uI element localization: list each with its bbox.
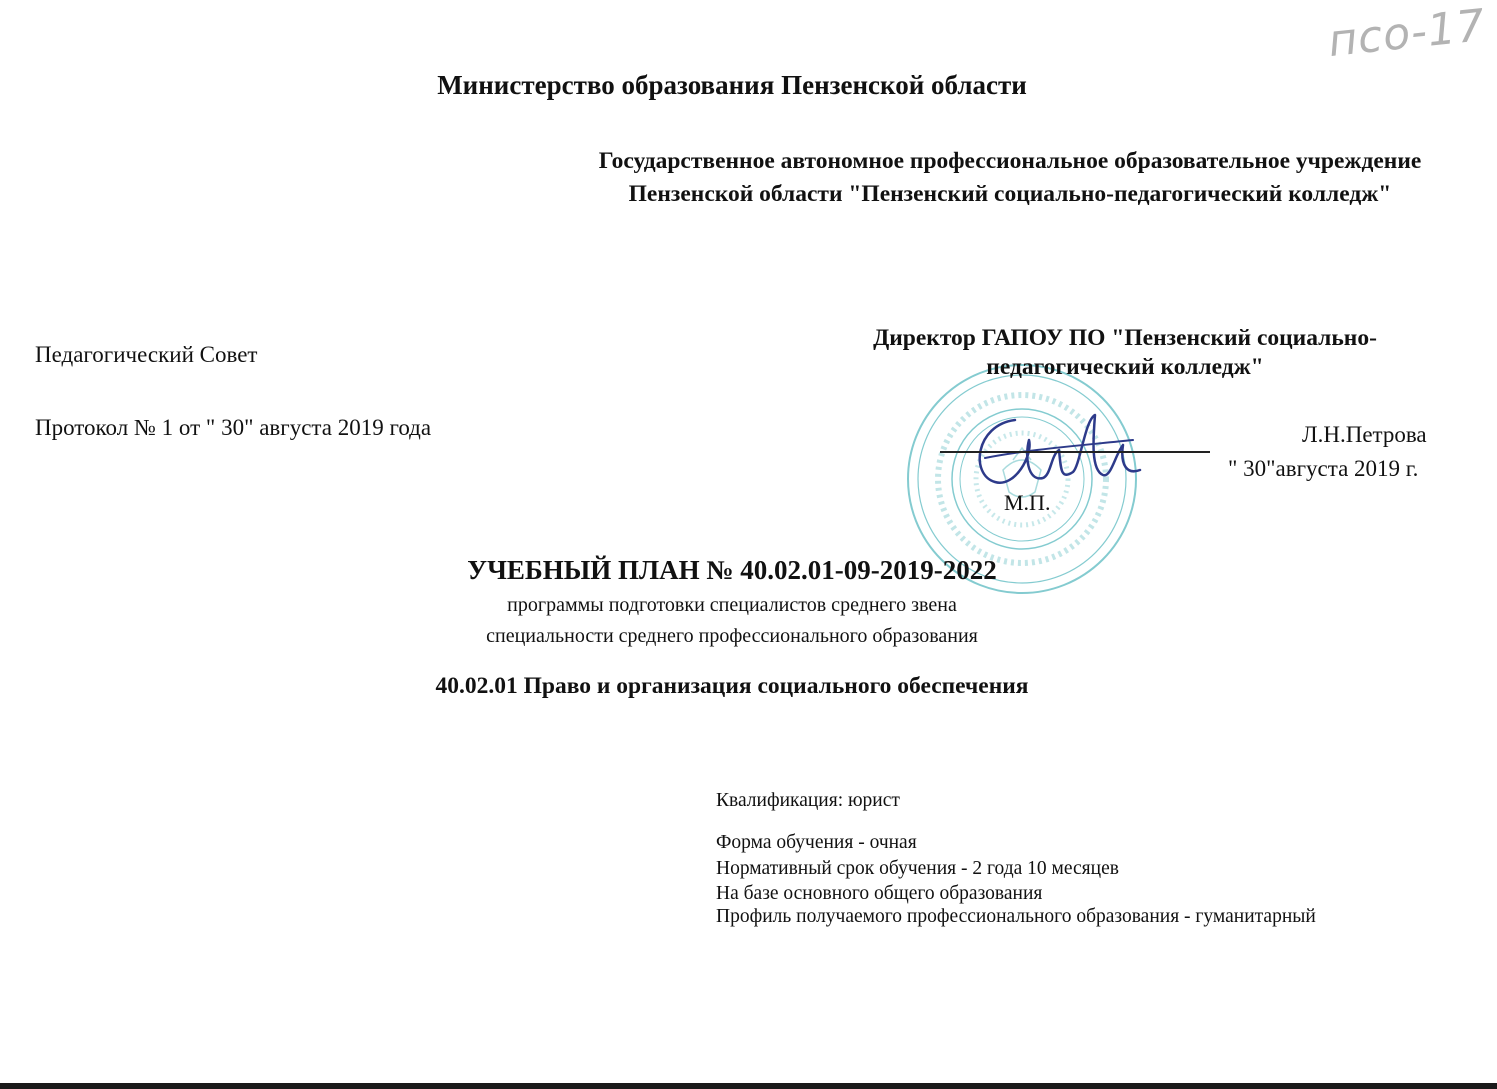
plan-subtitle-specialty: специальности среднего профессионального образования <box>486 625 978 647</box>
council-label: Педагогический Совет <box>35 342 258 367</box>
study-form: Форма обучения - очная <box>716 832 917 853</box>
signature-line <box>940 451 1210 453</box>
plan-subtitle: программы подготовки специалистов среднего звена <box>507 594 957 616</box>
ministry-title: Министерство образования Пензенской области <box>437 70 1027 100</box>
approval-date: " 30"августа 2019 г. <box>1228 456 1419 481</box>
protocol-line: Протокол № 1 от " 30" августа 2019 года <box>35 415 432 440</box>
plan-title: УЧЕБНЫЙ ПЛАН № 40.02.01-09-2019-2022 <box>467 555 997 585</box>
institution-name: Государственное автономное профессиональное образовательное учреждение Пензенской области "Пензенский социально-педагогический колледж" <box>598 148 1422 207</box>
study-duration: Нормативный срок обучения - 2 года 10 месяцев <box>716 858 1119 879</box>
specialty-name: 40.02.01 Право и организация социального обеспечения <box>435 673 1029 699</box>
education-profile: Профиль получаемого профессионального образования - гуманитарный <box>716 906 1316 927</box>
qualification: Квалификация: юрист <box>716 790 900 811</box>
handwritten-mark: псо-17 <box>1325 0 1488 68</box>
director-name: Л.Н.Петрова <box>1302 422 1427 447</box>
scan-bottom-edge <box>0 1083 1497 1089</box>
director-title: Директор ГАПОУ ПО "Пензенский социально-педагогический колледж" <box>873 325 1377 380</box>
stamp-label: М.П. <box>1004 490 1051 515</box>
education-base: На базе основного общего образования <box>716 883 1043 904</box>
